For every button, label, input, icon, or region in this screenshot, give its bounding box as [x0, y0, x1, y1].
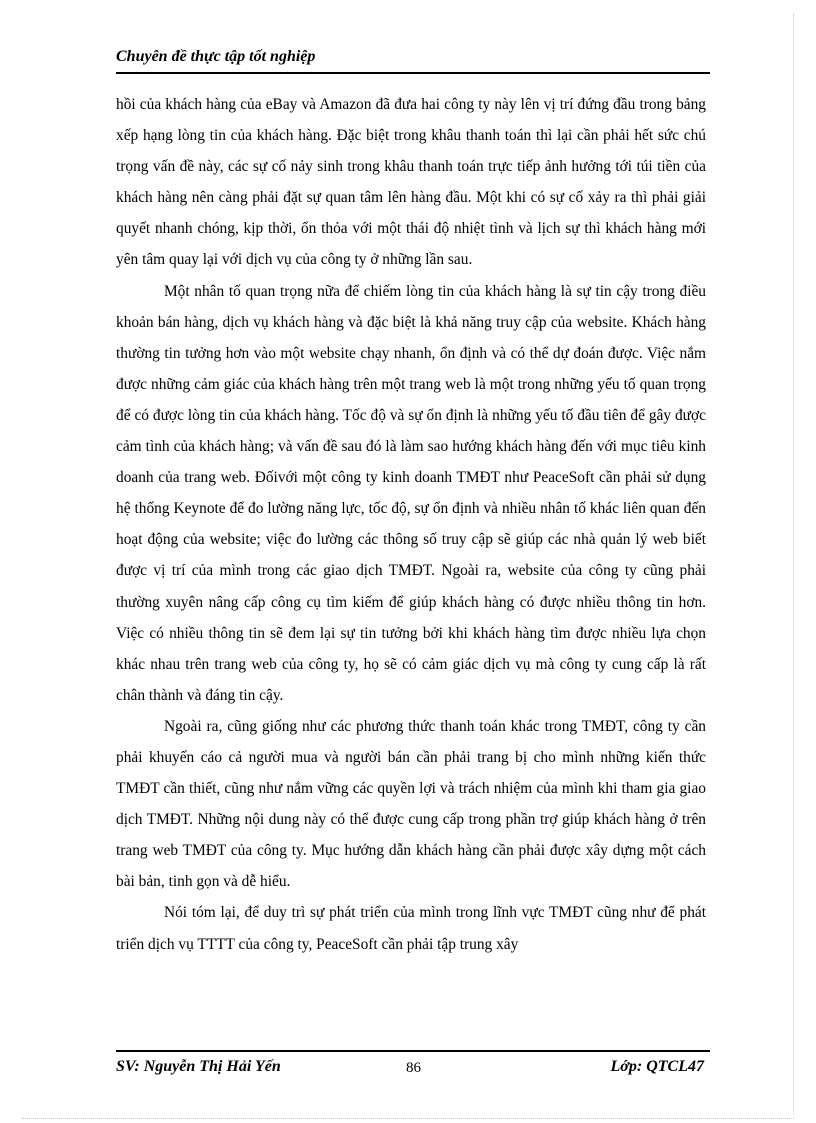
header-title: Chuyên đề thực tập tốt nghiệp [116, 48, 316, 65]
page-border-bottom [22, 1118, 794, 1119]
paragraph-1: hồi của khách hàng của eBay và Amazon đã đưa hai công ty này lên vị trí đứng đầu trong bảng xếp hạng lòng tin của khách hàng. Đặc biệt trong khâu thanh toán thì lại cần phải hết sức chú trọng vấn đề này, các sự cố nảy sinh trong khâu thanh toán trực tiếp ảnh hưởng tới túi tiền của khách hàng nên càng phải đặt sự quan tâm lên hàng đầu. Một khi có sự cố xảy ra thì phải giải quyết nhanh chóng, kịp thời, ổn thỏa với một thái độ nhiệt tình và lịch sự thì khách hàng mới yên tâm quay lại với dịch vụ của công ty ở những lần sau. [116, 96, 706, 269]
page-footer [116, 1050, 710, 1080]
footer-class: Lớp: QTCL47 [610, 1058, 704, 1075]
paragraph-3: Ngoài ra, cũng giống như các phương thức thanh toán khác trong TMĐT, công ty cần phải khuyến cáo cả người mua và người bán cần phải trang bị cho mình những kiến thức TMĐT cần thiết, cũng như nắm vững các quyền lợi và trách nhiệm của mình khi tham gia giao dịch TMĐT. Những nội dung này có thể được cung cấp trong phần trợ giúp khách hàng ở trên trang web TMĐT của công ty. Mục hướng dẫn khách hàng cần phải được xây dựng một cách bài bản, tinh gọn và dễ hiểu. [116, 717, 706, 891]
page-header [116, 46, 710, 74]
document-body [116, 89, 706, 960]
page-number: 86 [406, 1060, 421, 1076]
footer-author: SV: Nguyễn Thị Hải Yến [116, 1058, 281, 1075]
paragraph-2: Một nhân tố quan trọng nữa để chiếm lòng tin của khách hàng là sự tin cậy trong điều khoản bán hàng, dịch vụ khách hàng và đặc biệt là khả năng truy cập của website. Khách hàng thường tin tưởng hơn vào một website chạy nhanh, ổn định và có thể dự đoán được. Việc nắm được những cảm giác của khách hàng trên một trang web là một trong những yếu tố quan trọng để có được lòng tin của khách hàng. Tốc độ và sự ổn định là những yếu tố đầu tiên để gây được cảm tình của khách hàng; và vấn đề sau đó là làm sao hướng khách hàng đến với mục tiêu kinh doanh của trang web. Đốivới một công ty kinh doanh TMĐT như PeaceSoft cần phải sử dụng hệ thống Keynote để đo lường năng lực, tốc độ, sự ổn định và nhiều nhân tố khác liên quan đến hoạt động của website; việc đo lường các thông số truy cập sẽ giúp các nhà quản lý web biết được vị trí của mình trong các giao dịch TMĐT. Ngoài ra, website của công ty cũng phải thường xuyên nâng cấp công cụ tìm kiếm để giúp khách hàng có được nhiều thông tin hơn. Việc có nhiều thông tin sẽ đem lại sự tin tưởng bởi khi khách hàng tìm được nhiều lựa chọn khác nhau trên trang web của công ty, họ sẽ có cảm giác dịch vụ mà công ty cung cấp là rất chân thành và đáng tin cậy. [116, 282, 706, 704]
paragraph-4: Nói tóm lại, để duy trì sự phát triển của mình trong lĩnh vực TMĐT cũng như để phát triển dịch vụ TTTT của công ty, PeaceSoft cần phải tập trung xây [116, 904, 706, 953]
page-border-right [793, 14, 794, 1114]
